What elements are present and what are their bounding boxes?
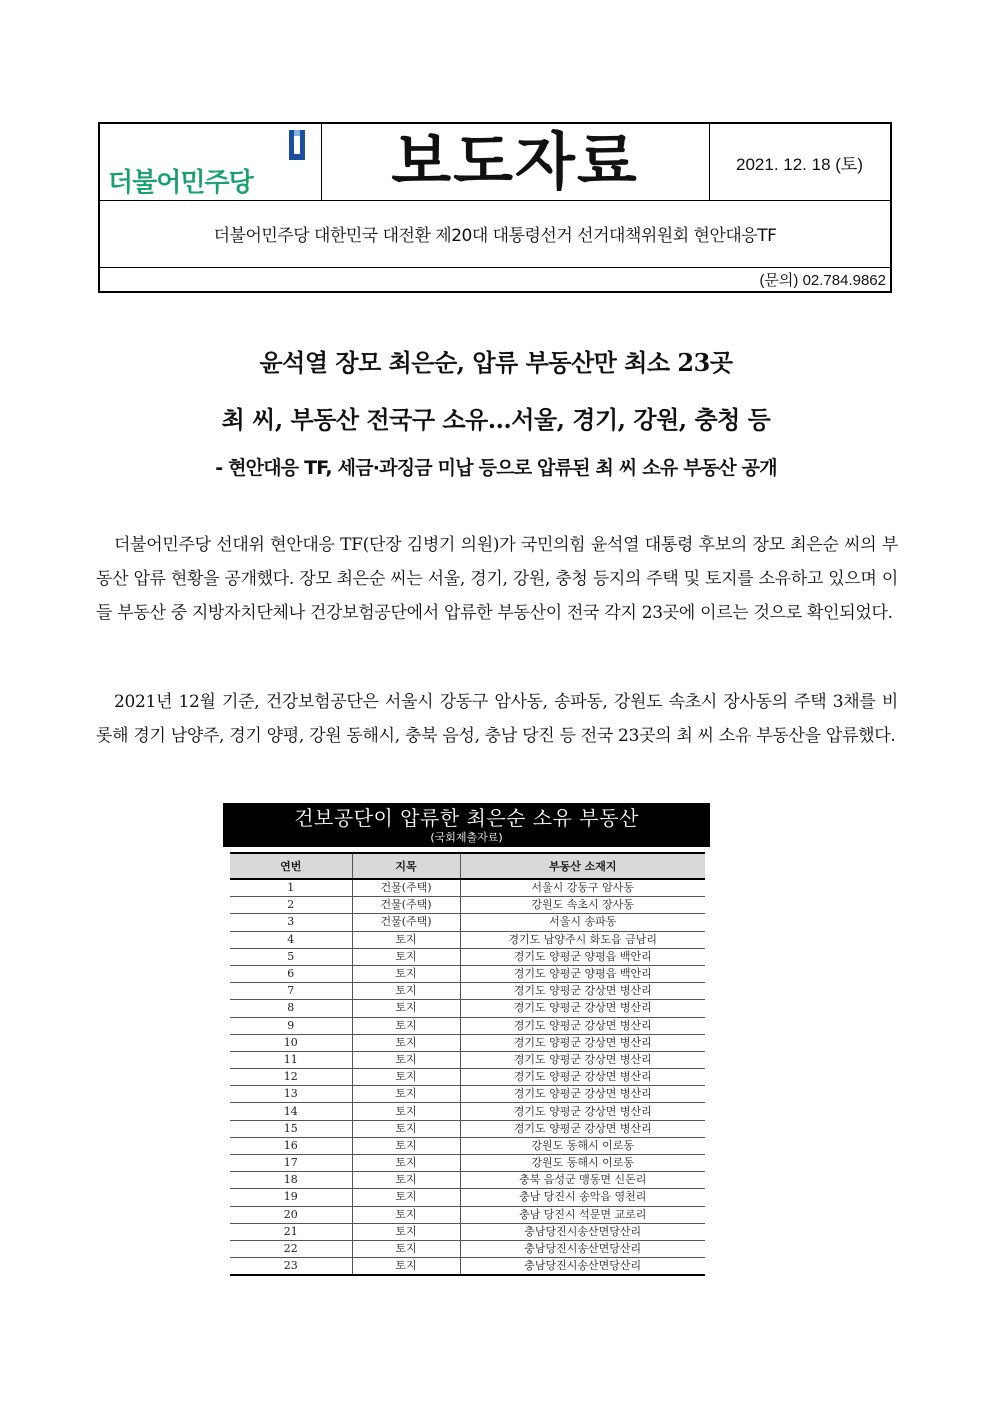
- land-category: 토지: [352, 1137, 460, 1154]
- table-row: [230, 965, 705, 982]
- seized-property-table: [230, 852, 705, 1276]
- land-category: 토지: [352, 1051, 460, 1068]
- land-category: 토지: [352, 1223, 460, 1240]
- table-row: [230, 1103, 705, 1120]
- land-category: 토지: [352, 1206, 460, 1223]
- property-location: 경기도 양평군 강상면 병산리: [460, 1069, 705, 1086]
- release-date-cell: [709, 124, 890, 200]
- row-number: 21: [230, 1223, 352, 1240]
- party-logo-mark-icon: [283, 128, 311, 164]
- table-row: [230, 1120, 705, 1137]
- table-title-banner: [223, 803, 710, 847]
- table-row: [230, 914, 705, 931]
- property-location: 충남당진시송산면당산리: [460, 1240, 705, 1257]
- press-header: [98, 122, 892, 293]
- party-logo: [100, 124, 322, 200]
- property-location: 강원도 동해시 이로동: [460, 1137, 705, 1154]
- table-row: [230, 1034, 705, 1051]
- row-number: 17: [230, 1155, 352, 1172]
- table-row: [230, 1000, 705, 1017]
- row-number: 5: [230, 948, 352, 965]
- row-number: 12: [230, 1069, 352, 1086]
- table-row: [230, 1240, 705, 1257]
- table-row: [230, 1189, 705, 1206]
- header-top-row: [100, 124, 890, 201]
- row-number: 19: [230, 1189, 352, 1206]
- table-row: [230, 983, 705, 1000]
- land-category: 토지: [352, 1069, 460, 1086]
- property-location: 충남당진시송산면당산리: [460, 1258, 705, 1276]
- table-title: 건보공단이 압류한 최은순 소유 부동산: [294, 806, 639, 830]
- row-number: 6: [230, 965, 352, 982]
- release-date: 2021. 12. 18 (토): [736, 154, 863, 174]
- table-row: [230, 1206, 705, 1223]
- land-category: 토지: [352, 1086, 460, 1103]
- table-row: [230, 948, 705, 965]
- property-location: 충남 당진시 송악읍 영천리: [460, 1189, 705, 1206]
- land-category: 토지: [352, 1034, 460, 1051]
- table-row: [230, 1069, 705, 1086]
- table-row: [230, 1223, 705, 1240]
- land-category: 토지: [352, 1155, 460, 1172]
- property-location: 충북 음성군 맹동면 신돈리: [460, 1172, 705, 1189]
- table-row: [230, 931, 705, 948]
- table-source: (국회제출자료): [430, 831, 503, 844]
- body-paragraph-1: 더불어민주당 선대위 현안대응 TF(단장 김병기 의원)가 국민의힘 윤석열 대통령 후보의 장모 최은순 씨의 부동산 압류 현황을 공개했다. 장모 최은순 씨는 서울, 경기, 강원, 충청 등지의 주택 및 토지를 소유하고 있으며 이들 부동산 중 지방자치단체나 건강보험공단에서 압류한 부동산이 전국 각지 23곳에 이르는 것으로 확인되었다.: [96, 535, 898, 623]
- press-release-title-cell: [321, 124, 710, 200]
- land-category: 토지: [352, 965, 460, 982]
- column-header-location: 부동산 소재지: [460, 853, 705, 879]
- property-location: 서울시 송파동: [460, 914, 705, 931]
- property-location: 충남당진시송산면당산리: [460, 1223, 705, 1240]
- row-number: 1: [230, 879, 352, 897]
- row-number: 16: [230, 1137, 352, 1154]
- row-number: 7: [230, 983, 352, 1000]
- land-category: 건물(주택): [352, 897, 460, 914]
- property-location: 경기도 양평군 강상면 병산리: [460, 983, 705, 1000]
- column-header-number: 연번: [230, 853, 352, 879]
- row-number: 22: [230, 1240, 352, 1257]
- headline-subtitle: - 현안대응 TF, 세금·과징금 미납 등으로 압류된 최 씨 소유 부동산 공개: [215, 457, 777, 479]
- land-category: 토지: [352, 1258, 460, 1276]
- committee-name: 더불어민주당 대한민국 대전환 제20대 대통령선거 선거대책위원회 현안대응TF: [100, 200, 890, 268]
- property-location: 경기도 양평군 양평읍 백안리: [460, 965, 705, 982]
- property-location: 경기도 남양주시 화도읍 금남리: [460, 931, 705, 948]
- property-location: 경기도 양평군 강상면 병산리: [460, 1103, 705, 1120]
- land-category: 건물(주택): [352, 879, 460, 897]
- row-number: 3: [230, 914, 352, 931]
- land-category: 토지: [352, 1240, 460, 1257]
- row-number: 2: [230, 897, 352, 914]
- table-row: [230, 1258, 705, 1276]
- property-location: 경기도 양평군 강상면 병산리: [460, 1017, 705, 1034]
- table-row: [230, 1155, 705, 1172]
- land-category: 건물(주택): [352, 914, 460, 931]
- row-number: 13: [230, 1086, 352, 1103]
- table-row: [230, 879, 705, 897]
- row-number: 9: [230, 1017, 352, 1034]
- table-body: [230, 879, 705, 1275]
- land-category: 토지: [352, 1103, 460, 1120]
- row-number: 14: [230, 1103, 352, 1120]
- property-location: 강원도 동해시 이로동: [460, 1155, 705, 1172]
- table-header-row: [230, 853, 705, 879]
- press-release-title: 보도자료: [391, 125, 639, 198]
- party-name: 더불어민주당: [108, 168, 253, 198]
- row-number: 15: [230, 1120, 352, 1137]
- property-location: 강원도 속초시 장사동: [460, 897, 705, 914]
- property-location: 서울시 강동구 암사동: [460, 879, 705, 897]
- contact-info: (문의) 02.784.9862: [759, 271, 886, 289]
- land-category: 토지: [352, 1017, 460, 1034]
- property-location: 경기도 양평군 양평읍 백안리: [460, 948, 705, 965]
- land-category: 토지: [352, 1172, 460, 1189]
- property-location: 충남 당진시 석문면 교로리: [460, 1206, 705, 1223]
- row-number: 11: [230, 1051, 352, 1068]
- land-category: 토지: [352, 1000, 460, 1017]
- row-number: 18: [230, 1172, 352, 1189]
- row-number: 23: [230, 1258, 352, 1276]
- land-category: 토지: [352, 931, 460, 948]
- land-category: 토지: [352, 983, 460, 1000]
- table-row: [230, 1017, 705, 1034]
- property-location: 경기도 양평군 강상면 병산리: [460, 1120, 705, 1137]
- headline-line-2: 최 씨, 부동산 전국구 소유…서울, 경기, 강원, 충청 등: [221, 405, 771, 434]
- land-category: 토지: [352, 1189, 460, 1206]
- row-number: 4: [230, 931, 352, 948]
- table-row: [230, 1172, 705, 1189]
- table-row: [230, 1051, 705, 1068]
- table-row: [230, 1137, 705, 1154]
- table-row: [230, 1086, 705, 1103]
- headline-line-1: 윤석열 장모 최은순, 압류 부동산만 최소 23곳: [259, 348, 733, 377]
- property-location: 경기도 양평군 강상면 병산리: [460, 1051, 705, 1068]
- row-number: 10: [230, 1034, 352, 1051]
- row-number: 8: [230, 1000, 352, 1017]
- row-number: 20: [230, 1206, 352, 1223]
- property-location: 경기도 양평군 강상면 병산리: [460, 1000, 705, 1017]
- column-header-land-category: 지목: [352, 853, 460, 879]
- property-location: 경기도 양평군 강상면 병산리: [460, 1034, 705, 1051]
- property-location: 경기도 양평군 강상면 병산리: [460, 1086, 705, 1103]
- body-paragraph-2: 2021년 12월 기준, 건강보험공단은 서울시 강동구 암사동, 송파동, 강원도 속초시 장사동의 주택 3채를 비롯해 경기 남양주, 경기 양평, 강원 동해시, 충북 음성, 충남 당진 등 전국 23곳의 최 씨 소유 부동산을 압류했다.: [96, 692, 898, 746]
- land-category: 토지: [352, 948, 460, 965]
- land-category: 토지: [352, 1120, 460, 1137]
- table-row: [230, 897, 705, 914]
